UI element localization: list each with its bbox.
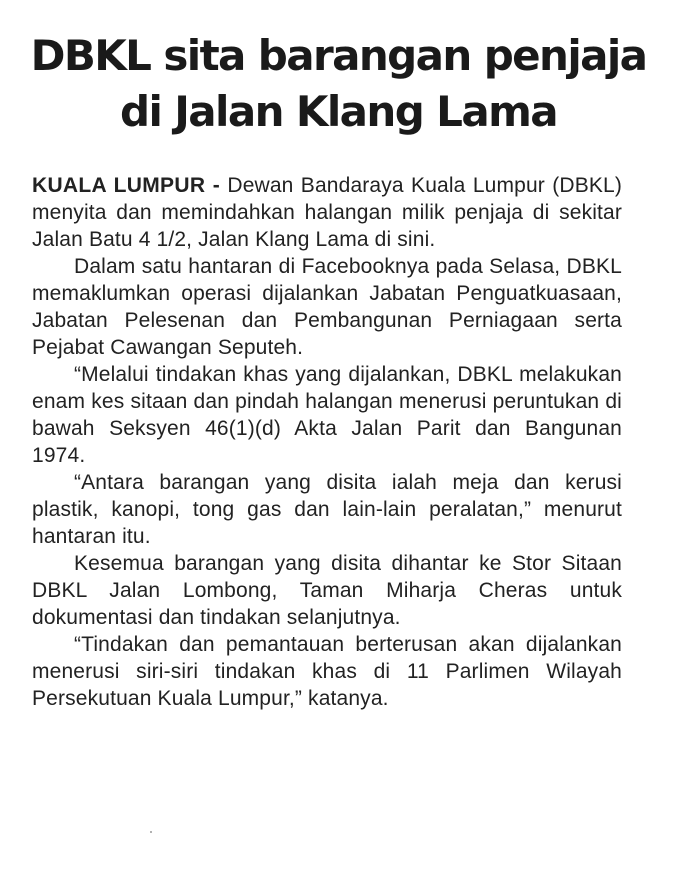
- print-speck: [150, 831, 152, 833]
- paragraph-2: Dalam satu hantaran di Facebooknya pada Selasa, DBKL memaklumkan operasi dijalankan Jabatan Penguatkuasaan, Jabatan Pelesenan dan Pembangunan Perniagaan serta Pejabat Cawangan Seputeh.: [32, 255, 622, 359]
- article-headline: [0, 28, 677, 140]
- headline-line-1: DBKL sita barangan penjaja: [30, 31, 647, 80]
- dateline: KUALA LUMPUR -: [32, 174, 221, 197]
- paragraph-1-text: Dewan Bandaraya Kuala Lumpur (DBKL) menyita dan memindahkan halangan milik penjaja di sekitar Jalan Batu 4 1/2, Jalan Klang Lama di sini.: [32, 174, 622, 251]
- paragraph-6: “Tindakan dan pemantauan berterusan akan dijalankan menerusi siri-siri tindakan khas di 11 Parlimen Wilayah Persekutuan Kuala Lumpur,” katanya.: [32, 633, 622, 710]
- paragraph-5: Kesemua barangan yang disita dihantar ke Stor Sitaan DBKL Jalan Lombong, Taman Miharja Cheras untuk dokumentasi dan tindakan selanjutnya.: [32, 552, 622, 629]
- paragraph-4: “Antara barangan yang disita ialah meja dan kerusi plastik, kanopi, tong gas dan lain-lain peralatan,” menurut hantaran itu.: [32, 471, 622, 548]
- article-body: [32, 172, 622, 712]
- paragraph-3: “Melalui tindakan khas yang dijalankan, DBKL melakukan enam kes sitaan dan pindah halangan menerusi peruntukan di bawah Seksyen 46(1)(d) Akta Jalan Parit dan Bangunan 1974.: [32, 363, 622, 467]
- headline-line-2: di Jalan Klang Lama: [120, 87, 557, 136]
- paragraph-1: [32, 172, 622, 253]
